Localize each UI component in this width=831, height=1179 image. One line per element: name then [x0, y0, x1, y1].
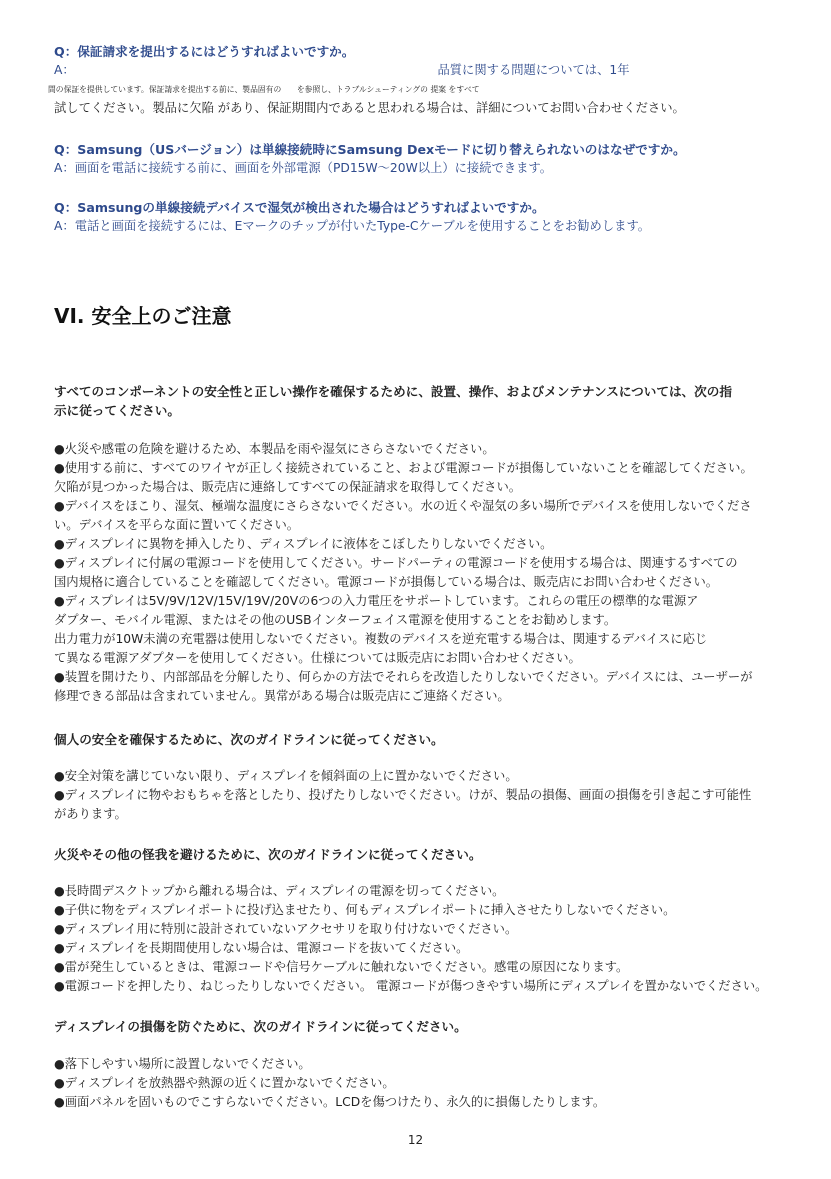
faq-item-dex	[54, 140, 799, 178]
list-item: ●落下しやすい場所に設置しないでください。	[54, 1057, 311, 1071]
list-item: ●電源コードを押したり、ねじったりしないでください。 電源コードが傷つきやすい場所にディスプレイを置かないでください。	[54, 979, 768, 993]
list-item: ●ディスプレイを放熱器や熱源の近くに置かないでください。	[54, 1076, 395, 1090]
list-item: ●ディスプレイ用に特別に設計されていないアクセサリを取り付けないでください。	[54, 922, 518, 936]
list-item: ●ディスプレイに付属の電源コードを使用してください。サードパーティの電源コードを使用する場合は、関連するすべての	[54, 556, 738, 570]
list-item: ●安全対策を講じていない限り、ディスプレイを傾斜面の上に置かないでください。	[54, 769, 518, 783]
safety-intro	[54, 382, 799, 420]
page-number: 12	[407, 1133, 424, 1147]
list-item: があります。	[54, 807, 127, 821]
personal-safety-list	[54, 767, 799, 824]
list-item: ●火災や感電の危険を避けるため、本製品を雨や湿気にさらさないでください。	[54, 442, 495, 456]
damage-prevention-list	[54, 1055, 799, 1112]
faq-question: Q：Samsung（USバージョン）は単線接続時にSamsung Dexモードに切り替えられないのはなぜですか。	[54, 142, 686, 157]
list-item: い。デバイスを平らな面に置いてください。	[54, 518, 300, 532]
faq-item-warranty	[48, 42, 799, 118]
fire-safety-heading: 火災やその他の怪我を避けるために、次のガイドラインに従ってください。	[54, 847, 482, 862]
faq-item-moisture	[54, 198, 799, 236]
general-safety-list	[54, 440, 799, 706]
intro-line: 示に従ってください。	[54, 403, 180, 418]
faq-answer-line: A：画面を電話に接続する前に、画面を外部電源（PD15W～20W以上）に接続できます。	[54, 161, 553, 175]
list-item: ●ディスプレイに異物を挿入したり、ディスプレイに液体をこぼしたりしないでください。	[54, 537, 553, 551]
list-item: 国内規格に適合していることを確認してください。電源コードが損傷している場合は、販売店にお問い合わせください。	[54, 575, 719, 589]
fire-safety-list	[54, 882, 799, 996]
list-item: 出力電力が10W未満の充電器は使用しないでください。複数のデバイスを逆充電する場合は、関連するデバイスに応じ	[54, 632, 708, 646]
intro-line: すべてのコンポーネントの安全性と正しい操作を確保するために、設置、操作、およびメンテナンスについては、次の指	[54, 384, 732, 399]
list-item: ●子供に物をディスプレイポートに投げ込ませたり、何もディスプレイポートに挿入させたりしないでください。	[54, 903, 676, 917]
list-item: ダプター、モバイル電源、またはその他のUSBインターフェイス電源を使用することをお勧めします。	[54, 613, 617, 627]
list-item: ●ディスプレイに物やおもちゃを落としたり、投げたりしないでください。けが、製品の損傷、画面の損傷を引き起こす可能性	[54, 788, 752, 802]
list-item: ●使用する前に、すべてのワイヤが正しく接続されていること、および電源コードが損傷していないことを確認してください。	[54, 461, 753, 475]
list-item: 修理できる部品は含まれていません。異常がある場合は販売店にご連絡ください。	[54, 689, 510, 703]
list-item: ●ディスプレイを長期間使用しない場合は、電源コードを抜いてください。	[54, 941, 469, 955]
list-item: ●デバイスをほこり、湿気、極端な温度にさらさないでください。水の近くや湿気の多い場所でデバイスを使用しないでくださ	[54, 499, 752, 513]
damage-prevention-heading: ディスプレイの損傷を防ぐために、次のガイドラインに従ってください。	[54, 1019, 467, 1034]
list-item: 欠陥が見つかった場合は、販売店に連絡してすべての保証請求を取得してください。	[54, 480, 522, 494]
faq-question: Q：Samsungの単線接続デバイスで湿気が検出された場合はどうすればよいですか。	[54, 200, 545, 215]
faq-question: Q：保証請求を提出するにはどうすればよいですか。	[54, 44, 355, 59]
faq-answer-line: A： 品質に関する問題については、1年	[54, 63, 630, 77]
faq-answer-line: A：電話と画面を接続するには、Eマークのチップが付いたType-Cケーブルを使用することをお勧めします。	[54, 219, 651, 233]
faq-answer-line: 試してください。製品に欠陥 があり、保証期間内であると思われる場合は、詳細についてお問い合わせください。	[54, 101, 685, 115]
list-item: ●画面パネルを固いものでこすらないでください。LCDを傷つけたり、永久的に損傷したりします。	[54, 1095, 606, 1109]
section-title: VI. 安全上のご注意	[54, 304, 232, 328]
list-item: ●ディスプレイは5V/9V/12V/15V/19V/20Vの6つの入力電圧をサポートしています。これらの電圧の標準的な電源ア	[54, 594, 699, 608]
list-item: て異なる電源アダプターを使用してください。仕様については販売店にお問い合わせください。	[54, 651, 581, 665]
faq-answer-line: 間の保証を提供しています。保証請求を提出する前に、製品固有の を参照し、トラブルシューティングの 提案 をすべて	[48, 85, 480, 94]
personal-safety-heading: 個人の安全を確保するために、次のガイドラインに従ってください。	[54, 732, 444, 747]
list-item: ●装置を開けたり、内部部品を分解したり、何らかの方法でそれらを改造したりしないでください。デバイスには、ユーザーが	[54, 670, 753, 684]
list-item: ●雷が発生しているときは、電源コードや信号ケーブルに触れないでください。感電の原因になります。	[54, 960, 629, 974]
list-item: ●長時間デスクトップから離れる場合は、ディスプレイの電源を切ってください。	[54, 884, 505, 898]
